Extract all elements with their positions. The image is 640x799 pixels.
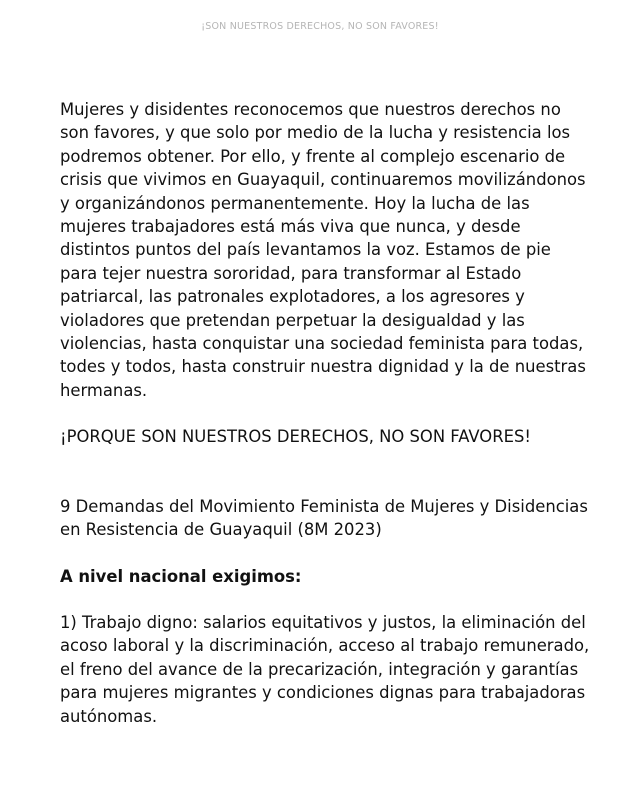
demands-title: 9 Demandas del Movimiento Feminista de Mujeres y Disidencias en Resistencia de Guayaquil (8M 2023) [60,496,588,540]
document-body [60,98,592,728]
national-heading: A nivel nacional exigimos: [60,566,302,586]
intro-paragraph: Mujeres y disidentes reconocemos que nuestros derechos no son favores, y que solo por medio de la lucha y resistencia los podremos obtener. Por ello, y frente al complejo escenario de crisis que vivimos en Guayaquil, continuaremos movilizándonos y organizándonos permanentemente. Hoy la lucha de las mujeres trabajadores está más viva que nunca, y desde distintos puntos del país levantamos la voz. Estamos de pie para tejer nuestra sororidad, para transformar al Estado patriarcal, las patronales explotadores, a los agresores y violadores que pretendan perpetuar la desigualdad y las violencias, hasta conquistar una sociedad feminista para todas, todes y todos, hasta construir nuestra dignidad y la de nuestras hermanas. [60,100,586,400]
running-header: ¡SON NUESTROS DERECHOS, NO SON FAVORES! [201,21,439,32]
demand-item-1: 1) Trabajo digno: salarios equitativos y justos, la eliminación del acoso laboral y la discriminación, acceso al trabajo remunerado, el freno del avance de la precarización, integración y garantías para mujeres migrantes y condiciones dignas para trabajadoras autónomas. [60,612,590,726]
slogan: ¡PORQUE SON NUESTROS DERECHOS, NO SON FAVORES! [60,427,531,447]
